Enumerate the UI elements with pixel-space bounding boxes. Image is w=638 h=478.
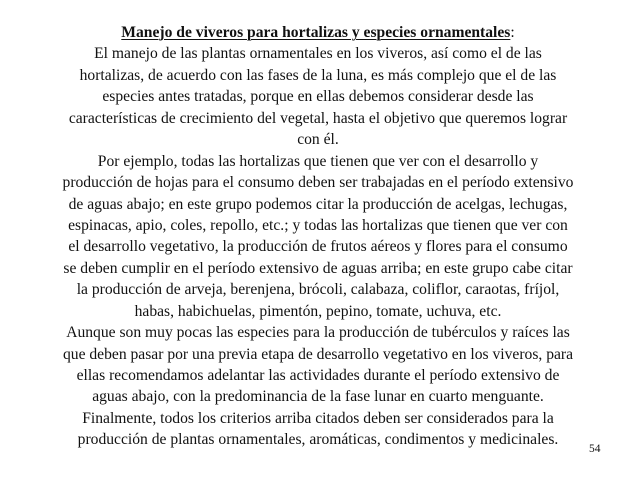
- text-line: con él.: [297, 131, 339, 149]
- page-number: 54: [589, 443, 601, 455]
- text-line: hortalizas, de acuerdo con las fases de la luna, es más complejo que el de las: [79, 66, 557, 84]
- text-line: especies antes tratadas, porque en ellas debemos considerar desde las: [102, 88, 534, 106]
- text-line: características de crecimiento del vegetal, hasta el objetivo que queremos lograr: [68, 109, 568, 127]
- text-line: espinacas, apio, coles, repollo, etc.; y todas las hortalizas que tienen que ver con: [68, 216, 568, 234]
- text-line: de aguas abajo; en este grupo podemos citar la producción de acelgas, lechugas,: [68, 195, 568, 213]
- body-text: [2, 22, 634, 451]
- section-heading: [2, 22, 634, 43]
- text-line: se deben cumplir en el período extensivo de aguas arriba; en este grupo cabe citar: [63, 259, 573, 277]
- text-line: Por ejemplo, todas las hortalizas que tienen que ver con el desarrollo y: [97, 152, 539, 170]
- text-line: el desarrollo vegetativo, la producción de frutos aéreos y flores para el consumo: [68, 238, 568, 256]
- text-line: aguas abajo, con la predominancia de la fase lunar en cuarto menguante.: [92, 388, 544, 406]
- text-line: habas, habichuelas, pimentón, pepino, tomate, uchuva, etc.: [134, 302, 502, 320]
- heading-colon: :: [510, 24, 515, 41]
- text-line: producción de plantas ornamentales, aromáticas, condimentos y medicinales.: [77, 431, 559, 449]
- heading-title: Manejo de viveros para hortalizas y especies ornamentales: [121, 24, 511, 41]
- text-line: Finalmente, todos los criterios arriba citados deben ser considerados para la: [82, 409, 554, 427]
- text-line: la producción de arveja, berenjena, brócoli, calabaza, coliflor, caraotas, fríjol,: [76, 281, 560, 299]
- text-line: producción de hojas para el consumo deben ser trabajadas en el período extensivo: [62, 174, 574, 192]
- text-line: que deben pasar por una previa etapa de desarrollo vegetativo en los viveros, para: [62, 345, 574, 363]
- text-line: ellas recomendamos adelantar las actividades durante el período extensivo de: [76, 367, 560, 384]
- text-line: Aunque son muy pocas las especies para la producción de tubérculos y raíces las: [66, 324, 570, 342]
- text-line: El manejo de las plantas ornamentales en los viveros, así como el de las: [94, 45, 542, 63]
